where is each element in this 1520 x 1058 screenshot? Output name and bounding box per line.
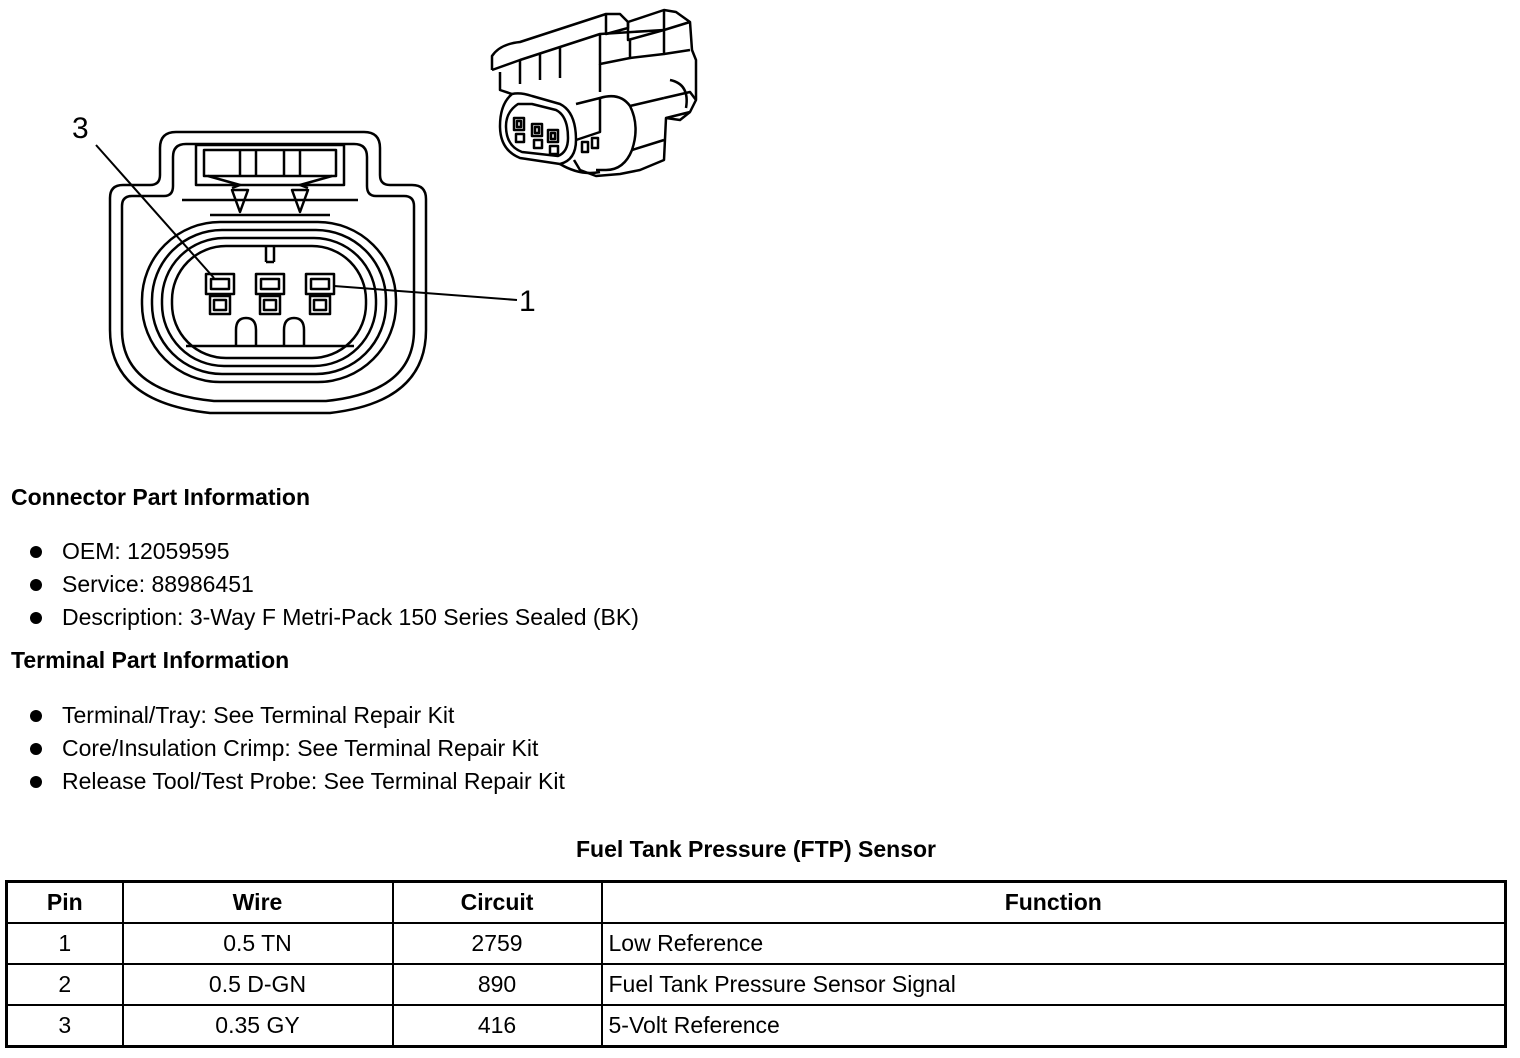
table-row — [7, 964, 1506, 1005]
pinout-table-caption: Fuel Tank Pressure (FTP) Sensor — [575, 836, 936, 862]
bullet-icon — [30, 710, 42, 722]
column-header-wire: Wire — [123, 882, 393, 924]
bullet-icon — [30, 612, 42, 624]
bullet-icon — [30, 579, 42, 591]
cell-circuit: 890 — [393, 964, 602, 1005]
list-item-text: OEM: 12059595 — [62, 538, 230, 564]
bullet-icon — [30, 776, 42, 788]
bullet-icon — [30, 743, 42, 755]
cell-pin: 1 — [7, 923, 123, 964]
cell-function: Low Reference — [602, 923, 1506, 964]
connector-face — [110, 132, 426, 413]
cell-pin: 3 — [7, 1005, 123, 1047]
list-item — [0, 765, 565, 798]
list-item — [0, 568, 639, 601]
connector-diagram — [0, 0, 760, 430]
table-row — [7, 1005, 1506, 1047]
terminal-cavities — [206, 274, 334, 314]
connector-isometric-view — [492, 10, 696, 176]
column-header-circuit: Circuit — [393, 882, 602, 924]
table-row — [7, 923, 1506, 964]
bullet-icon — [30, 546, 42, 558]
connector-part-info-list — [0, 535, 639, 634]
column-header-function: Function — [602, 882, 1506, 924]
list-item-text: Description: 3-Way F Metri-Pack 150 Series Sealed (BK) — [62, 604, 639, 630]
list-item — [0, 601, 639, 634]
pin-1-callout: 1 — [519, 285, 536, 318]
column-header-pin: Pin — [7, 882, 123, 924]
list-item — [0, 699, 565, 732]
cell-wire: 0.5 TN — [123, 923, 393, 964]
list-item — [0, 732, 565, 765]
terminal-part-info-list — [0, 699, 565, 798]
table-header-row — [7, 882, 1506, 924]
terminal-part-info-heading: Terminal Part Information — [11, 647, 290, 673]
cell-circuit: 2759 — [393, 923, 602, 964]
cell-wire: 0.5 D-GN — [123, 964, 393, 1005]
list-item — [0, 535, 639, 568]
cell-circuit: 416 — [393, 1005, 602, 1047]
connector-part-info-heading: Connector Part Information — [11, 484, 311, 510]
pin-3-callout: 3 — [72, 112, 89, 145]
list-item-text: Terminal/Tray: See Terminal Repair Kit — [62, 702, 455, 728]
cell-pin: 2 — [7, 964, 123, 1005]
cell-wire: 0.35 GY — [123, 1005, 393, 1047]
list-item-text: Service: 88986451 — [62, 571, 254, 597]
list-item-text: Core/Insulation Crimp: See Terminal Repair Kit — [62, 735, 539, 761]
list-item-text: Release Tool/Test Probe: See Terminal Repair Kit — [62, 768, 565, 794]
cell-function: Fuel Tank Pressure Sensor Signal — [602, 964, 1506, 1005]
cell-function: 5-Volt Reference — [602, 1005, 1506, 1047]
pinout-table — [5, 880, 1507, 1048]
